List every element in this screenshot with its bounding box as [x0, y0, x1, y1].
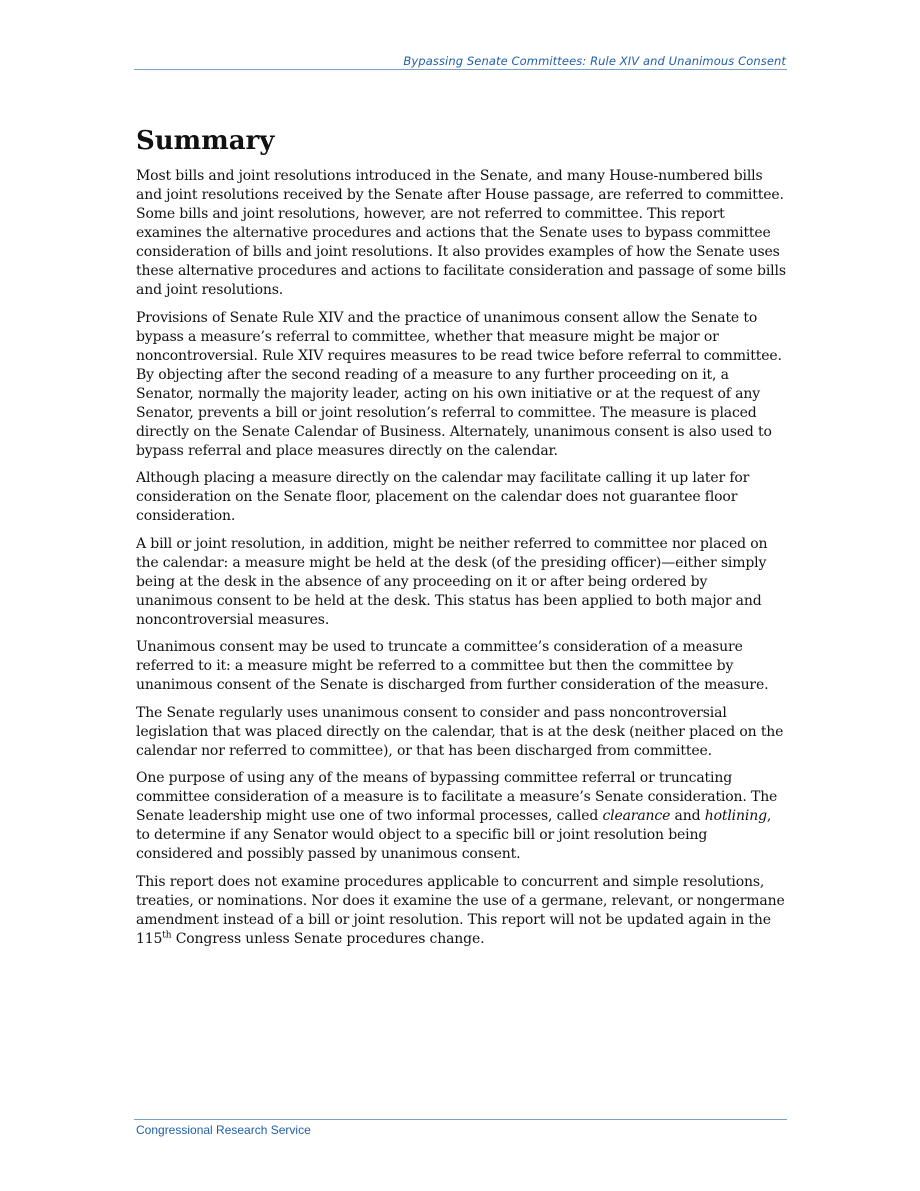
summary-paragraph-5: Unanimous consent may be used to truncate a committee’s consideration of a measure referred to it: a measure might be referred to a committee but then the committee by unanimous consent of the Senate is discharged from further consideration of the measure. [136, 639, 769, 693]
summary-paragraph-1: Most bills and joint resolutions introduced in the Senate, and many House-numbered bills and joint resolutions received by the Senate after House passage, are referred to committee. Some bills and joint resolutions, however, are not referred to committee. This report examines the alternative procedures and actions that the Senate uses to bypass committee consideration of bills and joint resolutions. It also provides examples of how the Senate uses these alternative procedures and actions to facilitate consideration and passage of some bills and joint resolutions. [136, 168, 786, 298]
paragraph-7-text-before: One purpose of using any of the means of bypassing committee referral or truncating committee consideration of a measure is to facilitate a measure’s Senate consideration. The Senate leadership might use one of two informal processes, called [136, 770, 778, 824]
running-header-title: Bypassing Senate Committees: Rule XIV and Unanimous Consent [403, 54, 786, 68]
section-title: Summary [136, 126, 275, 156]
summary-paragraph-8 [136, 873, 786, 949]
summary-paragraph-6: The Senate regularly uses unanimous consent to consider and pass noncontroversial legislation that was placed directly on the calendar, that is at the desk (neither placed on the calendar nor referred to committee), or that has been discharged from committee. [136, 704, 784, 759]
paragraph-7-text-after: , to determine if any Senator would object to a specific bill or joint resolution being considered and possibly passed by unanimous consent. [136, 808, 772, 862]
summary-paragraph-4: A bill or joint resolution, in addition, might be neither referred to committee nor placed on the calendar: a measure might be held at the desk (of the presiding officer)—either simply being at the desk in the absence of any proceeding on it or after being ordered by unanimous consent to be held at the desk. This status has been applied to both major and noncontroversial measures. [136, 535, 768, 628]
summary-paragraph-3: Although placing a measure directly on the calendar may facilitate calling it up later for consideration on the Senate floor, placement on the calendar does not guarantee floor consideration. [136, 470, 750, 524]
footer-rule [134, 1119, 787, 1120]
term-clearance: clearance [602, 808, 671, 824]
ordinal-superscript: th [162, 929, 172, 940]
paragraph-8-text-before: This report does not examine procedures applicable to concurrent and simple resolutions, treaties, or nominations. Nor does it examine the use of a germane, relevant, or nongermane amendment instead of a bill or joint resolution. This report will not be updated again in the 115 [136, 873, 785, 947]
term-hotlining: hotlining [704, 808, 767, 824]
paragraph-7-text-mid: and [670, 808, 705, 824]
summary-section [136, 123, 786, 957]
summary-paragraph-2: Provisions of Senate Rule XIV and the practice of unanimous consent allow the Senate to bypass a measure’s referral to committee, whether that measure might be major or noncontroversial. Rule XIV requires measures to be read twice before referral to committee. By objecting after the second reading of a measure to any further proceeding on it, a Senator, normally the majority leader, acting on his own initiative or at the request of any Senator, prevents a bill or joint resolution’s referral to committee. The measure is placed directly on the Senate Calendar of Business. Alternately, unanimous consent is also used to bypass referral and place measures directly on the calendar. [136, 309, 782, 459]
paragraph-8-text-after: Congress unless Senate procedures change. [171, 930, 485, 947]
summary-paragraph-7 [136, 769, 786, 864]
footer-organization: Congressional Research Service [136, 1123, 311, 1137]
header-rule [134, 69, 787, 70]
